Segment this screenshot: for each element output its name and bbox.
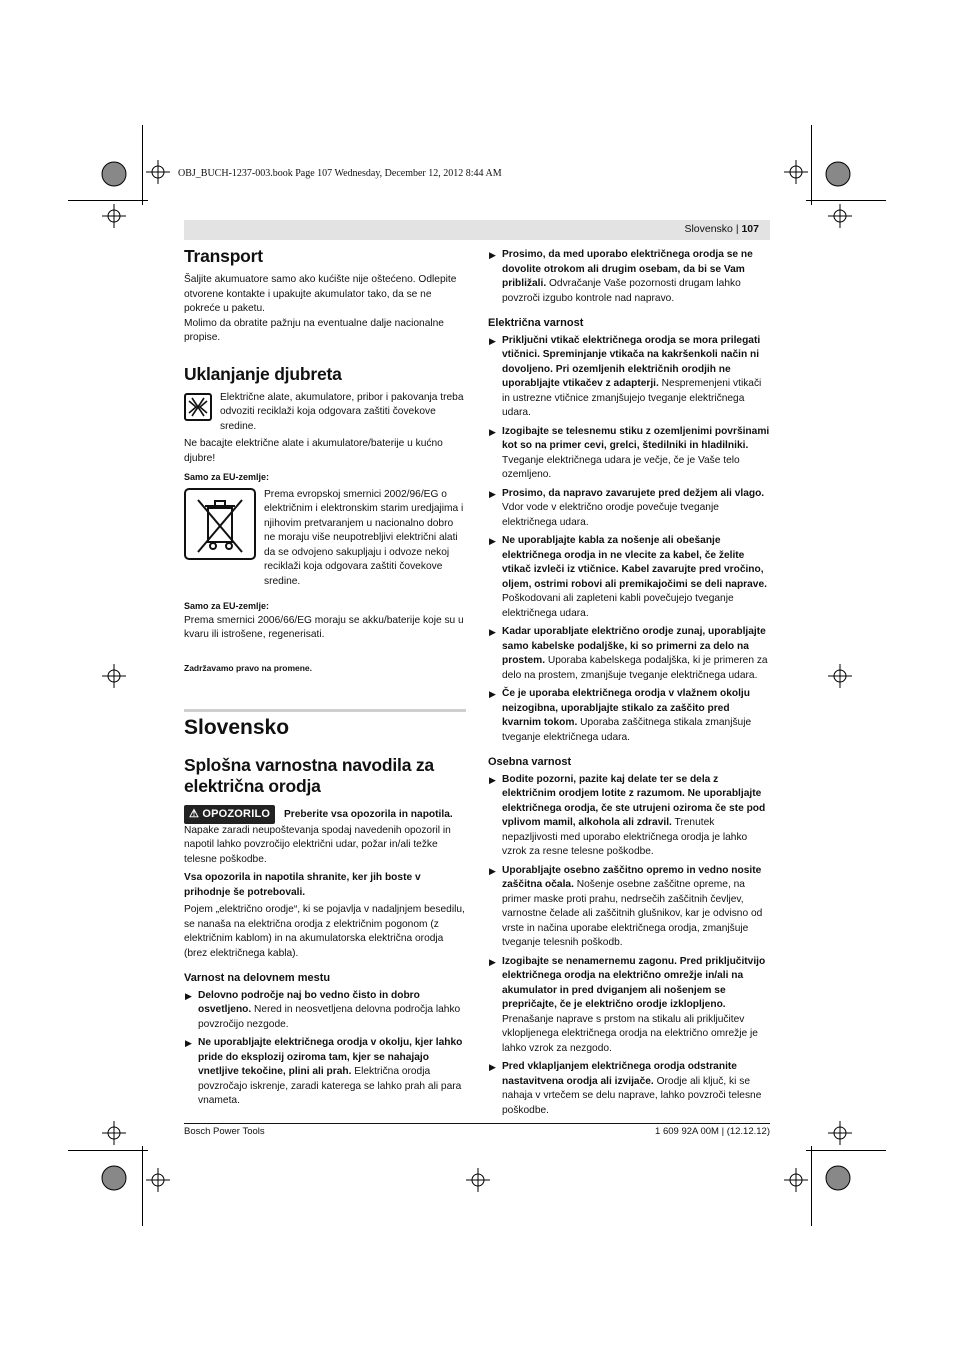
- bullet-arrow-icon: ▶: [489, 335, 496, 346]
- item-text: Trenutek nepazljivosti med uporabo električnega orodja je lahko vzrok za resne telesne poškodbe.: [502, 817, 748, 857]
- warning-badge: ⚠ OPOZORILO: [184, 805, 275, 824]
- bullet-arrow-icon: ▶: [489, 689, 496, 699]
- list-item: [488, 248, 770, 306]
- list-item: [488, 773, 770, 860]
- paragraph: Prema evropskoj smernici 2002/96/EG o električnim i elektronskim starim uredjajima i njihovim pretvaranjem u nacionalno dobro ne moraju više neupotrebljivi električni alati da se odvojeno sakupljaju i odvoze nekoj reciklaži koja odgovara zaštiti čovekove sredine.: [264, 488, 464, 587]
- list-item: [488, 487, 770, 531]
- right-column: [488, 248, 770, 1122]
- footer-doc-number: 1 609 92A 00M | (12.12.12): [655, 1126, 770, 1137]
- divider: [184, 709, 466, 712]
- list-item: [488, 687, 770, 745]
- item-bold: Uporabljajte osebno zaščitno opremo in vedno nosite zaščitna očala.: [502, 864, 762, 890]
- paragraph: Molimo da obratite pažnju na eventualne dalje nacionalne propise.: [184, 317, 444, 343]
- subsection-title-workplace: Varnost na delovnem mestu: [184, 972, 331, 984]
- item-text: Uporaba zaščitnega stikala zmanjšuje tveganje električnega udara.: [502, 717, 752, 743]
- recycle-no-waste-icon: [184, 393, 212, 421]
- header-bar: [184, 220, 770, 240]
- list-item: [184, 989, 466, 1033]
- item-bold: Izogibajte se nenamernemu zagonu. Pred priključitvijo električnega orodja na električno omrežje in/ali na akumulator in pred dviganjem ali nošenjem se prepričajte, če je električno orodje izklopljeno.: [502, 955, 766, 1010]
- disposal-block: [184, 391, 466, 435]
- list-item: [488, 955, 770, 1057]
- item-bold: Ne uporabljajte kabla za nošenje ali obešanje električnega orodja in ne vlecite za kabel, če želite vtikač izvleči iz vtičnice. Kabel zavarujte pred vročino, oljem, ostrimi robovi ali premikajočimi se deli naprave.: [502, 535, 767, 590]
- bullet-arrow-icon: ▶: [489, 627, 496, 637]
- list-item: [184, 1036, 466, 1109]
- eu-label: Samo za EU-zemlje:: [184, 472, 270, 482]
- bullet-arrow-icon: ▶: [489, 426, 496, 437]
- item-text: Prenašanje naprave s prstom na stikalu ali priključitev vklopljenega električnega orodja na električno omrežje je lahko vzrok za nezgodo.: [502, 1013, 758, 1054]
- item-bold: Bodite pozorni, pazite kaj delate ter se dela z električnim orodjem lotite z razumom. Ne uporabljajte električnega orodja, če ste utrujeni oziroma če ste pod vplivom mamil, alkohola ali zdravil.: [502, 773, 766, 828]
- warning-block: [184, 805, 466, 867]
- keep-instructions: Vsa opozorila in napotila shranite, ker jih boste v prihodnje še potrebovali.: [184, 872, 421, 898]
- item-text: Električna orodja povzročajo iskrenje, zaradi katerega se lahko prah ali para vnameta.: [198, 1066, 462, 1106]
- bullet-arrow-icon: ▶: [185, 1038, 192, 1048]
- bullet-arrow-icon: ▶: [489, 865, 496, 876]
- subsection-title-electric: Električna varnost: [488, 317, 584, 329]
- item-bold: Kadar uporabljate električno orodje zunaj, uporabljajte samo kabelske podaljške, ki so primerni za delo na prostem.: [502, 626, 766, 666]
- section-title-disposal: Uklanjanje djubreta: [184, 363, 342, 384]
- book-meta-line: OBJ_BUCH-1237-003.book Page 107 Wednesday, December 12, 2012 8:44 AM: [178, 168, 502, 179]
- item-bold: Ne uporabljajte električnega orodja v okolju, kjer lahko pride do eksplozij oziroma tam, kjer se nahajajo vnetljive tekočine, plini ali prah.: [198, 1037, 463, 1077]
- item-text: Nespremenjeni vtikači in ustrezne vtičnice zmanjšujejo tveganje električnega udara.: [502, 378, 762, 418]
- paragraph: Šaljite akumuatore samo ako kućište nije oštećeno. Odlepite otvorene kontakte i upakujte akumulator tako, da se ne pokreće u paketu.: [184, 274, 457, 314]
- weee-block: [184, 488, 466, 590]
- bullet-arrow-icon: ▶: [185, 990, 192, 1001]
- warning-bold: Preberite vsa opozorila in napotila.: [283, 809, 453, 820]
- paragraph: Pojem „električno orodje“, ki se pojavlja v nadaljnjem besedilu, se nanaša na električna orodja z električnim pogonom (z električnim kablom) in na akumulatorska električna orodja (brez električnega kabla).: [184, 904, 465, 959]
- item-text: Odvračanje Vaše pozornosti drugam lahko povzroči izgubo kontrole nad napravo.: [502, 278, 741, 304]
- section-title-transport: Transport: [184, 246, 263, 266]
- footer-brand: Bosch Power Tools: [184, 1126, 265, 1137]
- item-text: Uporaba kabelskega podaljška, ki je primeren za delo na prostem, zmanjšuje tveganje električnega udara.: [502, 655, 768, 681]
- reserve-note: Zadržavamo pravo na promene.: [184, 662, 313, 673]
- item-text: Nošenje osebne zaščitne opreme, na primer maske proti prahu, nedrsečih zaščitnih čevljev, varnostne čelade ali zaščitnih glušnikov, kar je odvisno od vrste in načina uporabe električnega orodja, zmanjšuje tveganje telesnih poškodb.: [502, 879, 763, 948]
- list-item: [488, 864, 770, 951]
- bullet-arrow-icon: ▶: [489, 956, 496, 967]
- page-header: Slovensko | 107: [684, 223, 759, 235]
- language-title: Slovensko: [184, 716, 290, 739]
- item-bold: Delovno področje naj bo vedno čisto in dobro osvetljeno.: [198, 989, 420, 1015]
- list-item: [488, 425, 770, 483]
- list-item: [488, 534, 770, 621]
- list-item: [488, 334, 770, 421]
- section-title-safety: Splošna varnostna navodila za električna orodja: [184, 755, 434, 796]
- item-text: Orodje ali ključ, ki se nahaja v vrtečem se delu naprave, lahko povzroči telesne poškodbe.: [502, 1075, 762, 1116]
- page-number: 107: [741, 223, 759, 235]
- item-bold: Če je uporaba električnega orodja v vlažnem okolju neizogibna, uporabljajte stikalo za zaščito pred kvarnim tokom.: [502, 688, 750, 728]
- subsection-title-personal: Osebna varnost: [488, 756, 572, 768]
- item-bold: Prosimo, da med uporabo električnega orodja se ne dovolite otrokom ali drugim osebam, da bi se Vam približali.: [502, 249, 753, 289]
- bullet-arrow-icon: ▶: [489, 250, 496, 260]
- footer-rule: [184, 1123, 770, 1124]
- bullet-arrow-icon: ▶: [489, 1062, 496, 1072]
- eu-label: Samo za EU-zemlje:: [184, 601, 270, 611]
- bullet-arrow-icon: ▶: [489, 774, 496, 785]
- list-item: [488, 1060, 770, 1118]
- left-column: [184, 246, 466, 1113]
- paragraph: Električne alate, akumulatore, pribor i pakovanja treba odvoziti reciklaži koja odgovara zaštiti čovekove sredine.: [220, 391, 464, 432]
- bullet-arrow-icon: ▶: [489, 488, 496, 499]
- paragraph: Ne bacajte električne alate i akumulatore/baterije u kućno djubre!: [184, 438, 443, 464]
- crossed-bin-icon: [184, 488, 256, 560]
- item-text: Vdor vode v električno orodje povečuje tveganje električnega udara.: [502, 502, 719, 528]
- warning-text: Napake zaradi neupoštevanja spodaj navedenih opozoril in napotil lahko povzročijo električni udar, požar in/ali težke telesne poškodbe.: [184, 824, 451, 865]
- item-text: Poškodovani ali zapleteni kabli povečujejo tveganje električnega udara.: [502, 593, 734, 619]
- item-text: Tveganje električnega udara je večje, če je Vaše telo ozemljeno.: [502, 454, 740, 480]
- warning-badge-label: OPOZORILO: [202, 808, 271, 820]
- item-bold: Priključni vtikač električnega orodja se mora prilegati vtičnici. Spreminjanje vtikača na kakršenkoli način ni dovoljeno. Pri ozemljenih električnih orodjih ne uporabljajte vtikačev z adapterji.: [502, 334, 761, 389]
- item-bold: Izogibajte se telesnemu stiku z ozemljenimi površinami kot so na primer cevi, grelci, štedilniki in hladilniki.: [502, 425, 770, 451]
- paragraph: Prema smernici 2006/66/EG moraju se akku/baterije koje su u kvaru ili istrošene, regenerisati.: [184, 614, 464, 640]
- bullet-arrow-icon: ▶: [489, 536, 496, 546]
- item-text: Nered in neosvetljena delovna področja lahko povzročijo nezgode.: [198, 1004, 461, 1030]
- header-language: Slovensko: [684, 223, 733, 235]
- item-bold: Prosimo, da napravo zavarujete pred dežjem ali vlago.: [502, 487, 765, 499]
- item-bold: Pred vklapljanjem električnega orodja odstranite nastavitvena orodja ali izvijače.: [502, 1061, 737, 1087]
- list-item: [488, 625, 770, 683]
